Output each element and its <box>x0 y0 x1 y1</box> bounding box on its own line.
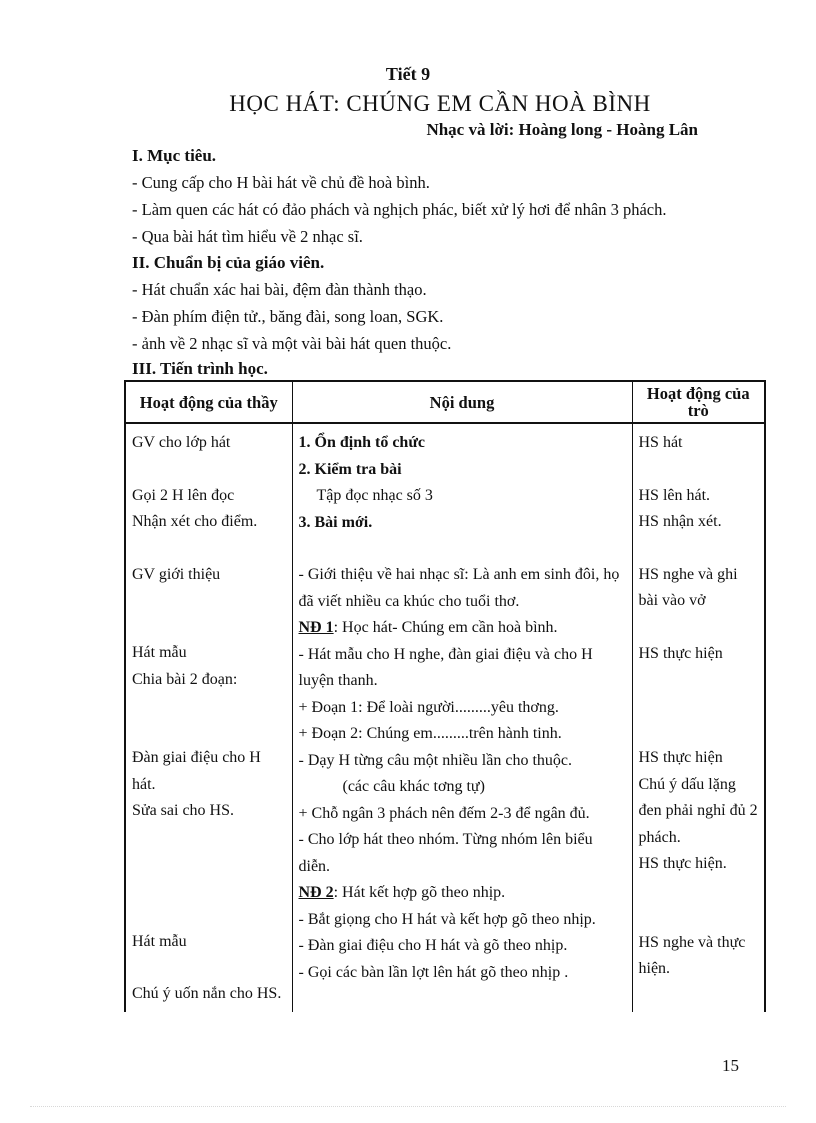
student-line: HS thực hiện <box>638 644 723 662</box>
page-bottom-rule <box>30 1106 786 1107</box>
preparation-item: - Hát chuẩn xác hai bài, đệm đàn thành thạo. <box>132 280 427 299</box>
teacher-line: GV giới thiệu <box>132 565 221 583</box>
page-title: HỌC HÁT: CHÚNG EM CẦN HOÀ BÌNH <box>229 91 651 116</box>
student-line: HS nghe và thực hiện. <box>638 933 746 977</box>
student-line <box>639 667 759 693</box>
content-line: - Gọi các bàn lần lợt lên hát gõ theo nhịp . <box>298 963 569 981</box>
teacher-line <box>132 536 286 562</box>
content-line: - Đàn giai điệu cho H hát và gõ theo nhịp. <box>298 937 568 954</box>
content-line: - Hát mẫu cho H nghe, đàn giai điệu và cho H luyện thanh. <box>298 645 593 689</box>
student-line <box>639 615 759 641</box>
content-line: + Chỗ ngân 3 phách nên đếm 2-3 để ngân đủ. <box>298 804 590 822</box>
section-objectives-heading: I. Mục tiêu. <box>132 146 217 165</box>
teacher-line <box>132 719 286 745</box>
column-header-content: Nội dung <box>292 381 632 423</box>
student-line: Chú ý dấu lặng đen phải nghỉ đủ 2 phách. <box>638 775 758 846</box>
content-line: Tập đọc nhạc số 3 <box>316 487 433 504</box>
teacher-line: Hát mẫu <box>132 932 187 950</box>
nd2-label: NĐ 2 <box>298 884 334 901</box>
teacher-line: Chia bài 2 đoạn: <box>132 670 238 688</box>
teacher-line: Chú ý uốn nắn cho HS. <box>132 985 282 1002</box>
content-line: - Cho lớp hát theo nhóm. Từng nhóm lên biểu diễn. <box>298 831 593 875</box>
nd2-title: : Hát kết hợp gõ theo nhịp. <box>333 884 506 901</box>
student-line: HS lên hát. <box>638 486 711 504</box>
column-header-teacher: Hoạt động của thầy <box>125 381 292 423</box>
content-line <box>299 615 626 642</box>
content-line: 1. Ổn định tổ chức <box>298 434 426 451</box>
teacher-line: Nhận xét cho điểm. <box>132 513 258 530</box>
teacher-activity-cell <box>125 423 292 1012</box>
teacher-line <box>132 588 286 614</box>
content-line: - Giới thiệu về hai nhạc sĩ: Là anh em sinh đôi, họ đã viết nhiều ca khúc cho tuổi thơ. <box>298 566 620 610</box>
teacher-line: GV cho lớp hát <box>132 434 231 451</box>
teacher-line: Hát mẫu <box>132 644 187 661</box>
student-line <box>639 878 759 904</box>
teacher-line <box>132 614 286 640</box>
student-activity-cell <box>632 423 765 1012</box>
objective-item: - Cung cấp cho H bài hát về chủ đề hoà bình. <box>132 173 430 192</box>
content-line: (các câu khác tơng tự) <box>342 778 485 795</box>
content-line: - Dạy H từng câu một nhiều lần cho thuộc. <box>298 751 572 769</box>
column-header-student: Hoạt động của trò <box>632 381 765 423</box>
teacher-line: Sửa sai cho HS. <box>132 802 234 819</box>
student-line: HS nghe và ghi bài vào vở <box>638 565 738 609</box>
page-number: 15 <box>722 1056 739 1075</box>
teacher-line <box>132 457 286 483</box>
student-line <box>639 904 759 930</box>
lesson-number: Tiết 9 <box>385 64 431 84</box>
nd1-title: : Học hát- Chúng em cần hoà bình. <box>333 619 558 636</box>
student-line <box>639 693 759 719</box>
content-line: + Đoạn 1: Để loài người.........yêu thơng. <box>298 698 559 716</box>
preparation-item: - ảnh về 2 nhạc sĩ và một vài bài hát quen thuộc. <box>132 334 452 353</box>
content-line: 2. Kiểm tra bài <box>298 460 402 478</box>
student-line: HS thực hiện <box>638 749 723 766</box>
teacher-line <box>132 903 286 929</box>
content-spacer <box>299 536 626 562</box>
student-line <box>639 457 759 483</box>
teacher-line <box>132 693 286 719</box>
teacher-line <box>132 825 286 851</box>
section-process-heading: III. Tiến trình học. <box>132 359 268 378</box>
section-preparation-heading: II. Chuẩn bị của giáo viên. <box>132 253 325 272</box>
teacher-line <box>132 877 286 903</box>
lesson-plan-table <box>124 380 766 1012</box>
content-line: - Bắt giọng cho H hát và kết hợp gõ theo nhịp. <box>298 910 596 928</box>
student-line <box>639 536 759 562</box>
student-line: HS hát <box>638 434 683 451</box>
student-line: HS thực hiện. <box>638 855 727 872</box>
teacher-line <box>132 955 286 981</box>
objective-item: - Làm quen các hát có đảo phách và nghịch phác, biết xử lý hơi để nhân 3 phách. <box>132 200 667 219</box>
table-row <box>125 423 765 1012</box>
content-cell <box>292 423 632 1012</box>
table-header-row <box>125 381 765 423</box>
teacher-line: Gọi 2 H lên đọc <box>132 486 235 504</box>
nd1-label: NĐ 1 <box>298 619 334 636</box>
preparation-item: - Đàn phím điện tử., băng đài, song loan, SGK. <box>132 307 444 326</box>
objective-item: - Qua bài hát tìm hiểu về 2 nhạc sĩ. <box>132 227 363 246</box>
teacher-line <box>132 851 286 877</box>
student-line <box>639 719 759 745</box>
content-line: + Đoạn 2: Chúng em.........trên hành tinh. <box>298 725 562 742</box>
content-line: 3. Bài mới. <box>298 513 373 531</box>
song-authors: Nhạc và lời: Hoàng long - Hoàng Lân <box>426 120 698 139</box>
student-line: HS nhận xét. <box>638 513 722 530</box>
teacher-line: Đàn giai điệu cho H hát. <box>132 749 261 793</box>
content-line <box>299 880 626 907</box>
